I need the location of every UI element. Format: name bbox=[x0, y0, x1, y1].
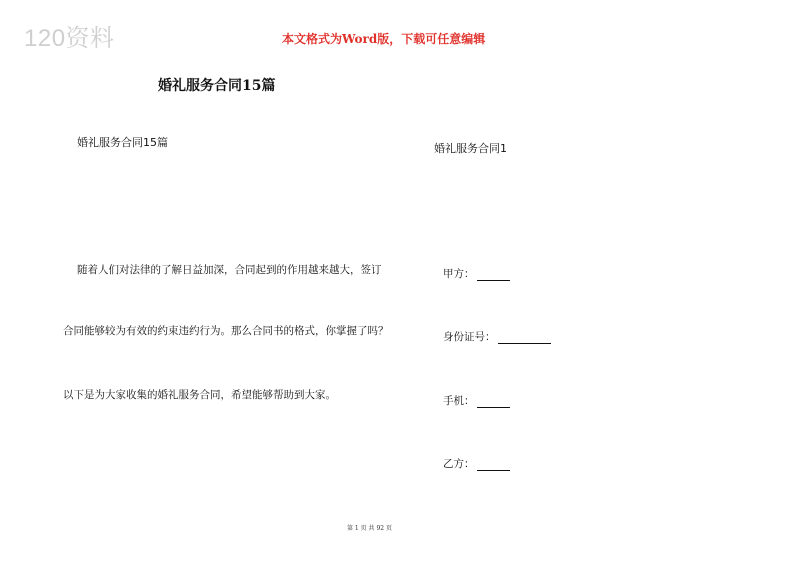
left-subtitle: 婚礼服务合同15篇 bbox=[77, 136, 168, 149]
party-b-label: 乙方： bbox=[443, 458, 475, 470]
party-b-blank-line bbox=[477, 458, 510, 471]
contract-heading: 婚礼服务合同1 bbox=[434, 142, 507, 155]
phone-field bbox=[443, 393, 510, 408]
watermark-logo: 120资料 bbox=[24, 25, 115, 52]
page-number-footer: 第 1 页 共 92 页 bbox=[347, 525, 392, 532]
intro-paragraph-line-1: 随着人们对法律的了解日益加深，合同起到的作用越来越大，签订 bbox=[77, 264, 382, 276]
id-number-field bbox=[443, 329, 551, 344]
party-a-blank-line bbox=[477, 268, 510, 281]
intro-paragraph-line-3: 以下是为大家收集的婚礼服务合同，希望能够帮助到大家。 bbox=[63, 389, 336, 401]
format-notice-banner: 本文格式为Word版，下载可任意编辑 bbox=[282, 32, 486, 46]
phone-blank-line bbox=[477, 395, 510, 408]
intro-paragraph-line-2: 合同能够较为有效的约束违约行为。那么合同书的格式，你掌握了吗？ bbox=[63, 325, 389, 337]
id-number-blank-line bbox=[498, 331, 551, 344]
party-a-label: 甲方： bbox=[443, 268, 475, 280]
party-b-field bbox=[443, 456, 510, 471]
id-number-label: 身份证号： bbox=[443, 331, 496, 343]
phone-label: 手机： bbox=[443, 395, 475, 407]
document-title: 婚礼服务合同15篇 bbox=[158, 78, 276, 94]
party-a-field bbox=[443, 266, 510, 281]
